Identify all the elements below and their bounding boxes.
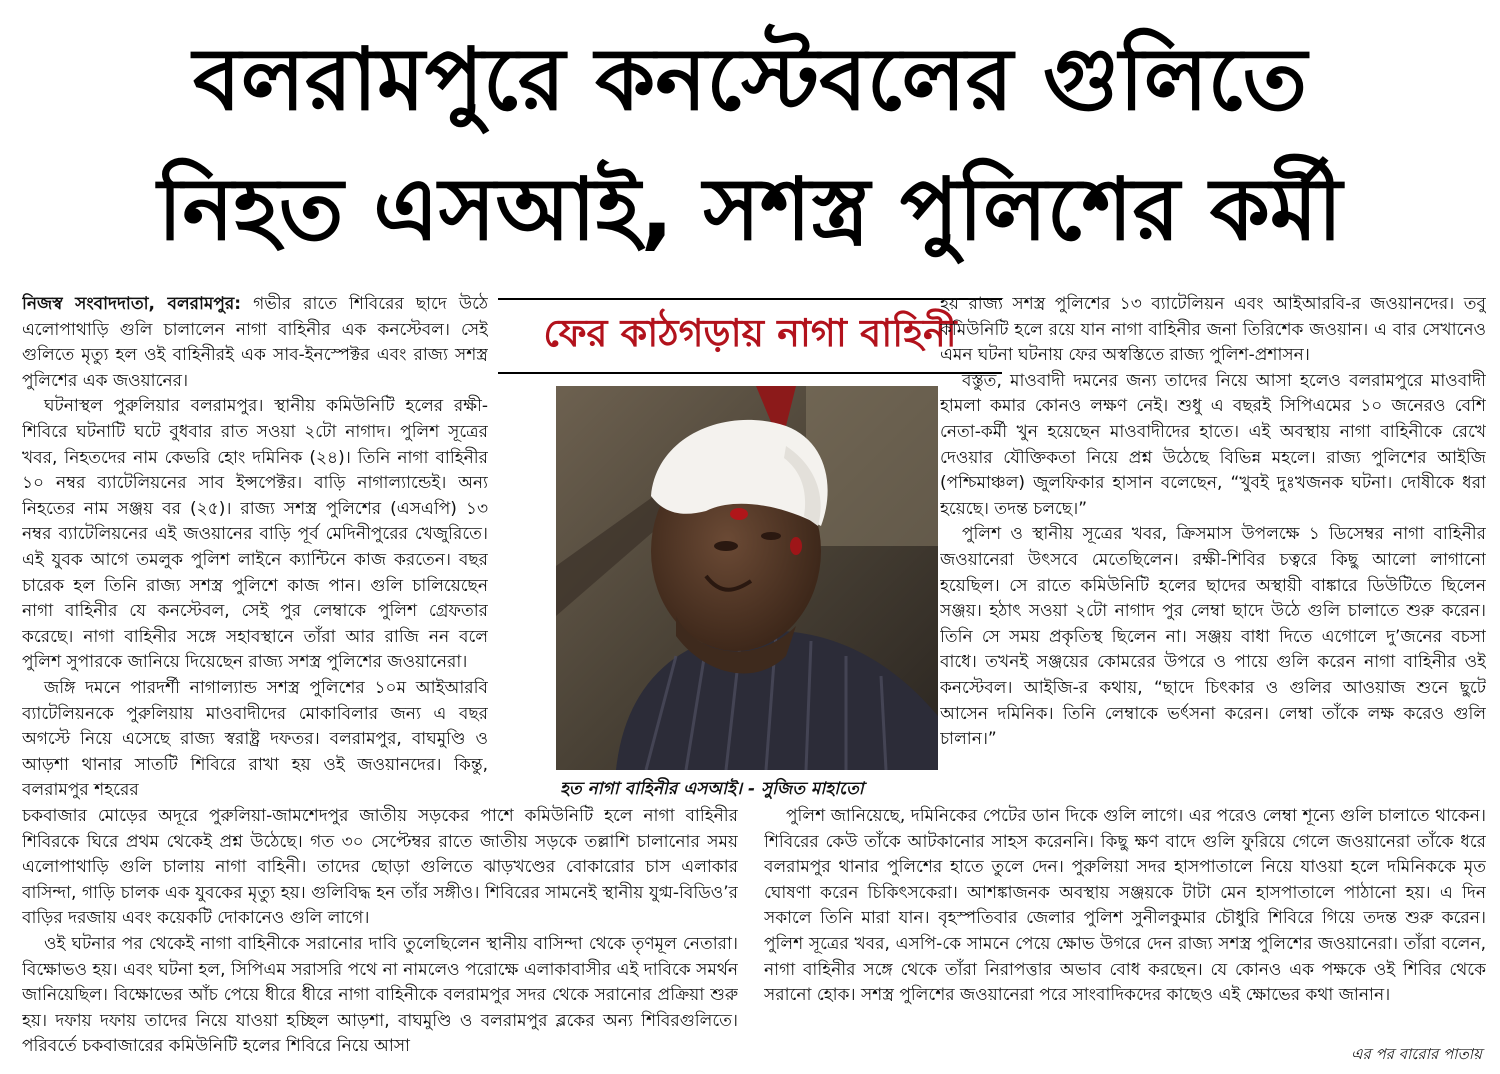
photo-caption: হত নাগা বাহিনীর এসআই। - সুজিত মাহাতো	[560, 779, 864, 799]
subhead-box	[498, 298, 1002, 374]
article-paragraph: জঙ্গি দমনে পারদর্শী নাগাল্যান্ড সশস্ত্র পুলিশের ১০ম আইআরবি ব্যাটেলিয়নকে পুরুলিয়ায় মাওবাদীদের মোকাবিলার জন্য এ বছর অগস্টে নিয়ে এসেছে রাজ্য স্বরাষ্ট্র দফতর। বলরামপুর, বাঘমুণ্ডি ও আড়শা থানার সাতটি শিবিরে রাখা হয় ওই জওয়ানদের। কিন্তু, বলরামপুর শহরের	[22, 677, 488, 801]
article-paragraph	[22, 292, 488, 394]
injured-officer-photo	[556, 386, 938, 770]
headline-line-1: বলরামপুরে কনস্টেবলের গুলিতে	[192, 30, 1308, 130]
article-column-left	[22, 292, 488, 804]
article-paragraph: চকবাজার মোড়ের অদূরে পুরুলিয়া-জামশেদপুর জাতীয় সড়কের পাশে কমিউনিটি হলে নাগা বাহিনীর শিবিরকে ঘিরে প্রথম থেকেই প্রশ্ন উঠেছে। গত ৩০ সেপ্টেম্বর রাতে জাতীয় সড়কে তল্লাশি চালানোর সময় এলোপাথাড়ি গুলি চালায় নাগা বাহিনী। তাদের ছোড়া গুলিতে ঝাড়খণ্ডের বোকারোর চাস এলাকার বাসিন্দা, গাড়ি চালক এক যুবকের মৃত্যু হয়। গুলিবিদ্ধ হন তাঁর সঙ্গীও। শিবিরের সামনেই স্থানীয় যুগ্ম-বিডিও’র বাড়ির দরজায় এবং কয়েকটি দোকানেও গুলি লাগে।	[22, 806, 738, 929]
continued-on-page-note: এর পর বারোর পাতায়	[1351, 1045, 1482, 1063]
paragraph-text: গভীর রাতে শিবিরের ছাদে উঠে এলোপাথাড়ি গুলি চালালেন নাগা বাহিনীর এক কনস্টেবল। সেই গুলিতে মৃত্যু হল ওই বাহিনীরই এক সাব-ইনস্পেক্টর এবং রাজ্য সশস্ত্র পুলিশের এক জওয়ানের।	[22, 294, 488, 391]
article-paragraph: হয় রাজ্য সশস্ত্র পুলিশের ১৩ ব্যাটেলিয়ন এবং আইআরবি-র জওয়ানদের। তবু কমিউনিটি হলে রয়ে যান নাগা বাহিনীর জনা তিরিশেক জওয়ান। এ বার সেখানেও এমন ঘটনা ঘটনায় ফের অস্বস্তিতে রাজ্য পুলিশ-প্রশাসন।	[940, 294, 1486, 366]
subheadline: ফের কাঠগড়ায় নাগা বাহিনী	[543, 311, 957, 355]
article-paragraph: ওই ঘটনার পর থেকেই নাগা বাহিনীকে সরানোর দাবি তুলেছিলেন স্থানীয় বাসিন্দা থেকে তৃণমূল নেতারা। বিক্ষোভও হয়। এবং ঘটনা হল, সিপিএম সরাসরি পথে না নামলেও পরোক্ষে এলাকাবাসীর এই দাবিকে সমর্থন জানিয়েছিল। বিক্ষোভের আঁচ পেয়ে ধীরে ধীরে নাগা বাহিনীকে বলরামপুর সদর থেকে সরানোর প্রক্রিয়া শুরু হয়। দফায় দফায় তাদের নিয়ে যাওয়া হচ্ছিল আড়শা, বাঘমুণ্ডি ও বলরামপুর ব্লকের অন্য শিবিরগুলিতে। পরিবর্তে চকবাজারের কমিউনিটি হলের শিবিরে নিয়ে আসা	[22, 933, 738, 1057]
dateline: নিজস্ব সংবাদদাতা, বলরামপুর:	[22, 294, 242, 314]
headline-line-2: নিহত এসআই, সশস্ত্র পুলিশের কর্মী	[157, 160, 1343, 260]
news-photo	[556, 386, 938, 770]
article-paragraph: পুলিশ ও স্থানীয় সূত্রের খবর, ক্রিসমাস উপলক্ষে ১ ডিসেম্বর নাগা বাহিনীর জওয়ানেরা উৎসবে মেতেছিলেন। রক্ষী-শিবির চত্বরে কিছু আলো লাগানো হয়েছিল। সে রাতে কমিউনিটি হলের ছাদের অস্থায়ী বাঙ্কারে ডিউটিতে ছিলেন সঞ্জয়। হঠাৎ সওয়া ২টো নাগাদ পুর লেম্বা ছাদে উঠে গুলি চালাতে শুরু করেন। তিনি সে সময় প্রকৃতিস্থ ছিলেন না। সঞ্জয় বাধা দিতে এগোলে দু’জনের বচসা বাধে। তখনই সঞ্জয়ের কোমরের উপরে ও পায়ে গুলি করেন নাগা বাহিনীর ওই কনস্টেবল। আইজি-র কথায়, “ছাদে চিৎকার ও গুলির আওয়াজ শুনে ছুটে আসেন দমিনিক। তিনি লেম্বাকে ভর্ৎসনা করেন। লেম্বা তাঁকে লক্ষ করেও গুলি চালান।”	[940, 524, 1486, 750]
article-paragraph: ঘটনাস্থল পুরুলিয়ার বলরামপুর। স্থানীয় কমিউনিটি হলের রক্ষী-শিবিরে ঘটনাটি ঘটে বুধবার রাত সওয়া ২টো নাগাদ। পুলিশ সূত্রের খবর, নিহতদের নাম কেভরি হোং দমিনিক (২৪)। তিনি নাগা বাহিনীর ১০ নম্বর ব্যাটেলিয়নের সাব ইন্সপেক্টর। বাড়ি নাগাল্যান্ডেই। অন্য নিহতের নাম সঞ্জয় বর (২৫)। রাজ্য সশস্ত্র পুলিশের (এসএপি) ১৩ নম্বর ব্যাটেলিয়নের এই জওয়ানের বাড়ি পূর্ব মেদিনীপুরের খেজুরিতে। এই যুবক আগে তমলুক পুলিশ লাইনে ক্যান্টিনে কাজ করতেন। বছর চারেক হল তিনি রাজ্য সশস্ত্র পুলিশে কাজ পান। গুলি চালিয়েছেন নাগা বাহিনীর যে কনস্টেবল, সেই পুর লেম্বাকে পুলিশ গ্রেফতার করেছে। নাগা বাহিনীর সঙ্গে সহাবস্থানে তাঁরা আর রাজি নন বলে পুলিশ সুপারকে জানিয়ে দিয়েছেন রাজ্য সশস্ত্র পুলিশের জওয়ানেরা।	[22, 396, 488, 673]
article-paragraph: বস্তুত, মাওবাদী দমনের জন্য তাদের নিয়ে আসা হলেও বলরামপুরে মাওবাদী হামলা কমার কোনও লক্ষণ নেই। শুধু এ বছরই সিপিএমের ১০ জনেরও বেশি নেতা-কর্মী খুন হয়েছেন মাওবাদীদের হাতে। এই অবস্থায় নাগা বাহিনীকে রেখে দেওয়ার যৌক্তিকতা নিয়ে প্রশ্ন উঠেছে বিভিন্ন মহলে। রাজ্য পুলিশের আইজি (পশ্চিমাঞ্চল) জুলফিকার হাসান বলেছেন, “খুবই দুঃখজনক ঘটনা। দোষীকে ধরা হয়েছে। তদন্ত চলছে।”	[940, 370, 1486, 519]
article-column-bottom-right	[764, 804, 1486, 1044]
article-column-bottom-left	[22, 804, 738, 1069]
article-column-right	[940, 292, 1486, 822]
article-paragraph: পুলিশ জানিয়েছে, দমিনিকের পেটের ডান দিকে গুলি লাগে। এর পরেও লেম্বা শূন্যে গুলি চালাতে থাকেন। শিবিরের কেউ তাঁকে আটকানোর সাহস করেননি। কিছু ক্ষণ বাদে গুলি ফুরিয়ে গেলে জওয়ানেরা তাঁকে ধরে বলরামপুর থানার পুলিশের হাতে তুলে দেন। পুরুলিয়া সদর হাসপাতালে নিয়ে যাওয়া হলে দমিনিককে মৃত ঘোষণা করেন চিকিৎসকেরা। আশঙ্কাজনক অবস্থায় সঞ্জয়কে টাটা মেন হাসপাতালে পাঠানো হয়। এ দিন সকালে তিনি মারা যান। বৃহস্পতিবার জেলার পুলিশ সুনীলকুমার চৌধুরি শিবিরে গিয়ে তদন্ত শুরু করেন। পুলিশ সূত্রের খবর, এসপি-কে সামনে পেয়ে ক্ষোভ উগরে দেন রাজ্য সশস্ত্র পুলিশের জওয়ানেরা। তাঁরা বলেন, নাগা বাহিনীর সঙ্গে থেকে তাঁরা নিরাপত্তার অভাব বোধ করছেন। যে কোনও এক পক্ষকে ওই শিবির থেকে সরানো হোক। সশস্ত্র পুলিশের জওয়ানেরা পরে সাংবাদিকদের কাছেও এই ক্ষোভের কথা জানান।	[764, 806, 1486, 1006]
